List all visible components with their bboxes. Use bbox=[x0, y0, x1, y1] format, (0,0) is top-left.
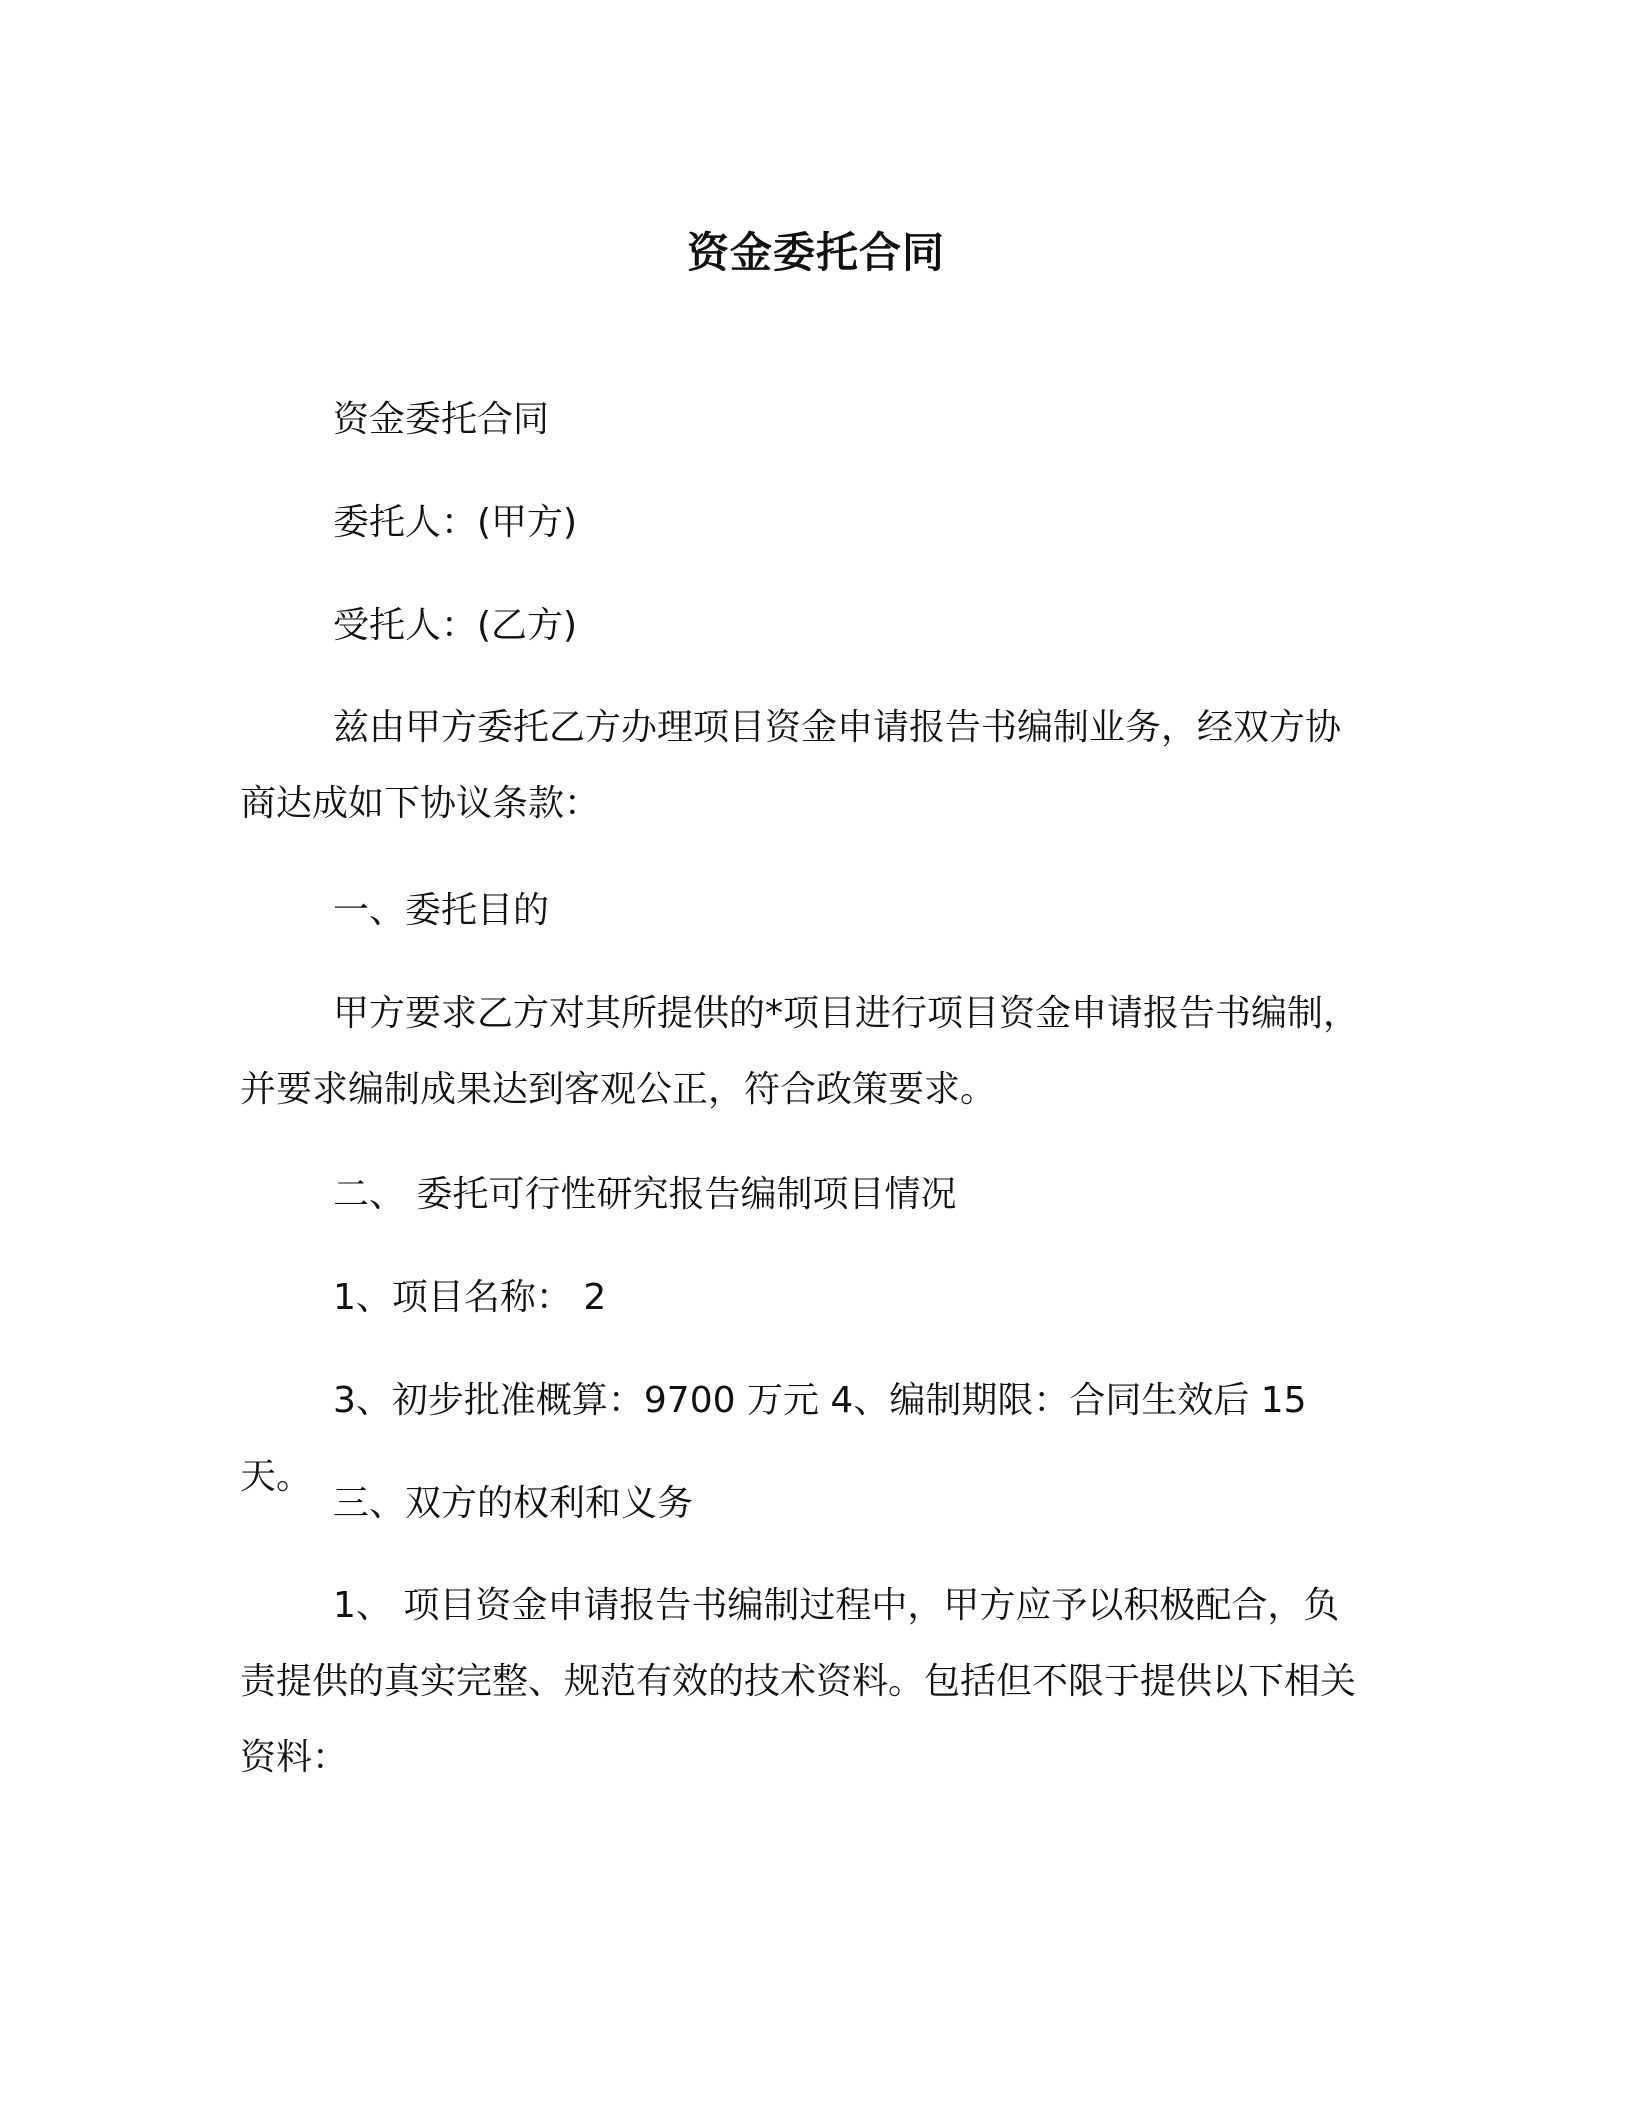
document-title: 资金委托合同 bbox=[686, 228, 945, 277]
paragraph-trustee: 受托人：(乙方) bbox=[333, 605, 578, 646]
paragraph-purpose: 甲方要求乙方对其所提供的*项目进行项目资金申请报告书编制，并要求编制成果达到客观公正，符合政策要求。 bbox=[240, 993, 1360, 1110]
paragraph-obligations: 1、 项目资金申请报告书编制过程中，甲方应予以积极配合，负责提供的真实完整、规范有效的技术资料。包括但不限于提供以下相关资料： bbox=[240, 1585, 1357, 1778]
section-heading-purpose: 一、委托目的 bbox=[333, 890, 550, 931]
section-heading-project: 二、 委托可行性研究报告编制项目情况 bbox=[333, 1174, 957, 1215]
paragraph-heading: 资金委托合同 bbox=[333, 399, 550, 440]
paragraph-budget-term: 3、初步批准概算：9700 万元 4、编制期限：合同生效后 15 天。 bbox=[240, 1380, 1307, 1497]
paragraph-project-name: 1、项目名称： 2 bbox=[333, 1277, 607, 1318]
paragraph-intro: 兹由甲方委托乙方办理项目资金申请报告书编制业务，经双方协商达成如下协议条款： bbox=[240, 707, 1342, 824]
section-heading-rights: 三、双方的权利和义务 bbox=[333, 1483, 694, 1524]
paragraph-client: 委托人：(甲方) bbox=[333, 502, 578, 543]
